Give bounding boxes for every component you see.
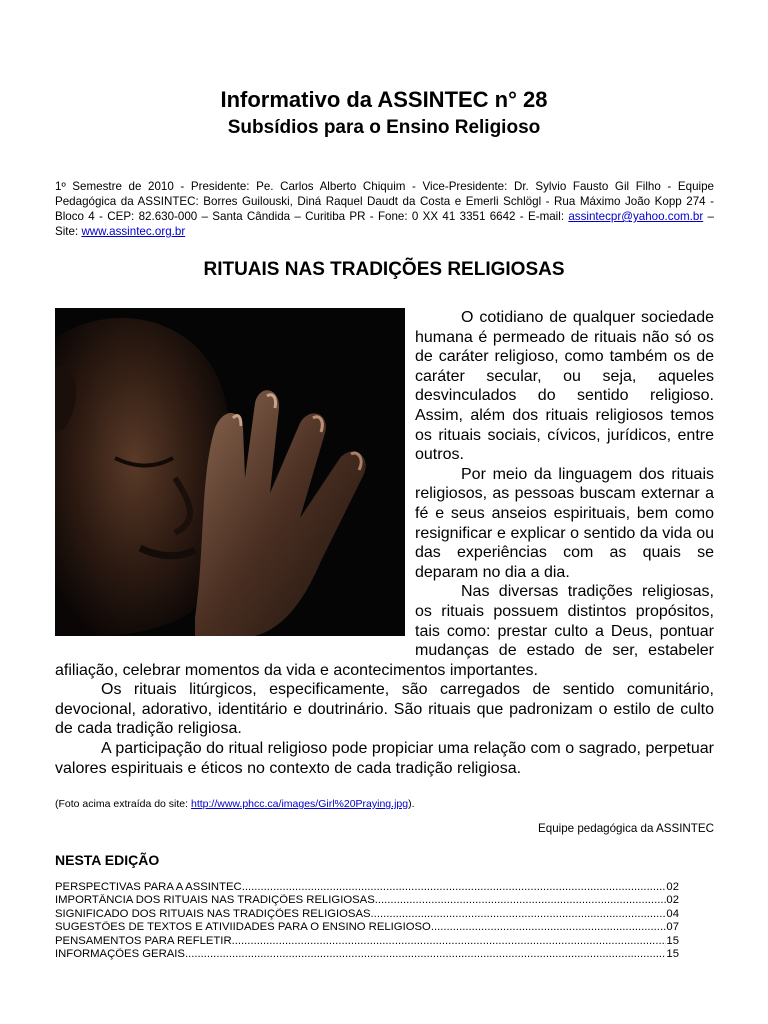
email-link[interactable]: assintecpr@yahoo.com.br — [568, 210, 704, 223]
caption-link[interactable]: http://www.phcc.ca/images/Girl%20Praying.jpg — [190, 798, 409, 810]
toc-item[interactable] — [55, 894, 679, 907]
toc-item-label: PERSPECTIVAS PARA A ASSINTEC — [55, 881, 242, 893]
toc-leader-dots — [242, 881, 667, 894]
toc-item-label: IMPORTÂNCIA DOS RITUAIS NAS TRADIÇÕES RELIGIOSAS — [55, 894, 375, 907]
toc-item-page: 04 — [666, 907, 679, 920]
site-label: – Site: — [55, 210, 714, 238]
toc-item-page: 07 — [666, 921, 679, 934]
masthead-text: 1º Semestre de 2010 - Presidente: Pe. Carlos Alberto Chiquim - Vice-Presidente: Dr. Sylvio Fausto Gil Filho - Equipe Pedagógica da ASSINTEC: Borres Guilouski, Diná Raquel Daudt da Costa e Emerli Schlögl - Rua Máximo João Kopp 274 - Bloco 4 - CEP: 82.630-000 – Santa Cândida – Curitiba PR - Fone: 0 XX 41 3351 6642 - E-mail: — [55, 180, 714, 223]
toc-item[interactable] — [55, 908, 679, 921]
newsletter-title: Informativo da ASSINTEC n° 28 — [220, 87, 548, 112]
caption-suffix: ). — [408, 798, 415, 810]
toc-leader-dots — [185, 948, 666, 961]
article-signature: Equipe pedagógica da ASSINTEC — [538, 822, 714, 835]
toc-leader-dots — [375, 894, 667, 907]
article-paragraph-3: Nas diversas tradições religiosas, os rituais possuem distintos propósitos, tais como: prestar culto a Deus, pontuar mudanças de estado de ser, estabeler afiliação, celebrar momentos da vida e acontecimentos importantes. — [55, 583, 714, 679]
toc-item-page: 02 — [666, 894, 679, 907]
caption-prefix: (Foto acima extraída do site: — [55, 798, 189, 810]
toc-leader-dots — [371, 908, 667, 921]
masthead-info — [55, 179, 714, 239]
toc-item[interactable] — [55, 948, 679, 961]
newsletter-subtitle: Subsídios para o Ensino Religioso — [227, 117, 541, 138]
toc-item-page: 15 — [666, 948, 679, 961]
toc-item-label: SUGESTÕES DE TEXTOS E ATIVIIDADES PARA O ENSINO RELIGIOSO — [55, 921, 431, 934]
toc-item-page: 15 — [666, 934, 679, 947]
photo-spacer — [55, 308, 415, 644]
toc-item-label: PENSAMENTOS PARA REFLETIR — [55, 934, 232, 947]
photo-caption — [55, 798, 714, 811]
toc-item-label: INFORMAÇÕES GERAIS — [55, 948, 185, 961]
toc-leader-dots — [431, 921, 667, 934]
article-paragraph-4: Os rituais litúrgicos, especificamente, são carregados de sentido comunitário, devocional, adorativo, identitário e doutrinário. São rituais que padronizam o estilo de culto de cada tradição religiosa. — [55, 681, 714, 738]
article-body — [55, 308, 714, 778]
site-link[interactable]: www.assintec.org.br — [81, 225, 186, 238]
toc-item[interactable] — [55, 935, 679, 948]
toc-leader-dots — [232, 935, 667, 948]
toc-item[interactable] — [55, 921, 679, 934]
article-paragraph-1: O cotidiano de qualquer sociedade humana é permeado de rituais não só os de caráter religioso, como também os de caráter secular, ou seja, aqueles desvinculados do sentido religioso. Assim, além dos rituais religiosos temos os rituais sociais, cívicos, jurídicos, entre outros. — [415, 309, 714, 464]
toc-item-page: 02 — [666, 881, 679, 893]
toc-title: NESTA EDIÇÃO — [55, 852, 160, 868]
article-title: RITUAIS NAS TRADIÇÕES RELIGIOSAS — [203, 259, 565, 280]
toc-item[interactable] — [55, 881, 679, 894]
article-paragraph-2: Por meio da linguagem dos rituais religiosos, as pessoas buscam externar a fé e seus anseios espirituais, bem como resignificar e explicar o sentido da vida ou das experiências com as quais se deparam no dia a dia. — [415, 465, 714, 581]
article-paragraph-5: A participação do ritual religioso pode propiciar uma relação com o sagrado, perpetuar valores espirituais e éticos no contexto de cada tradição religiosa. — [55, 740, 714, 777]
toc-item-label: SIGNIFICADO DOS RITUAIS NAS TRADIÇÕES RELIGIOSAS — [55, 907, 371, 920]
table-of-contents — [55, 881, 679, 961]
